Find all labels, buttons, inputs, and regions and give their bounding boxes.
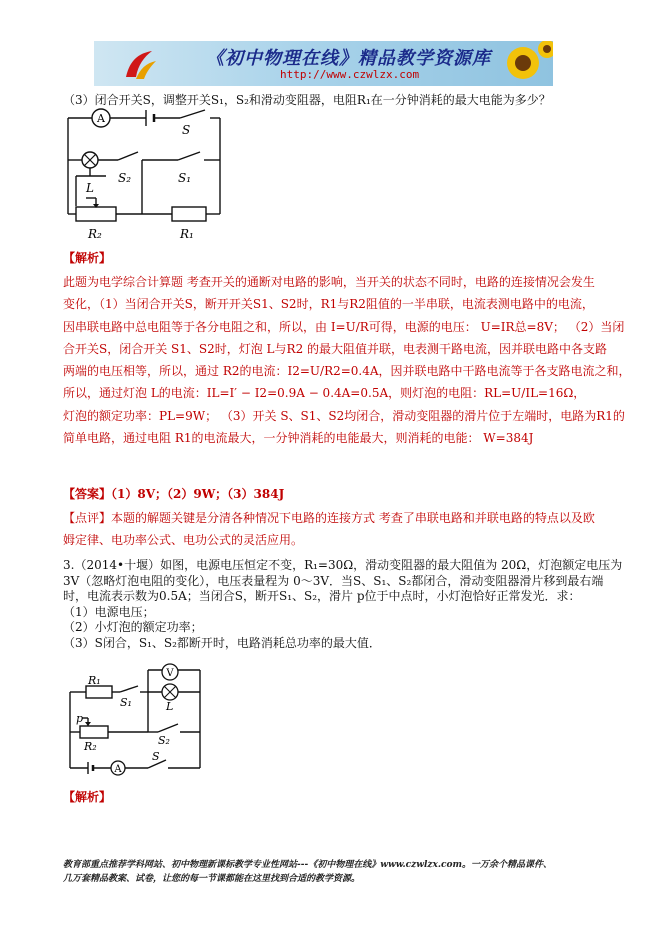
answer-line: 【答案】（1）8V；（2）9W；（3）384J [63,487,285,501]
label-r2: R₂ [88,227,102,241]
svg-text:V: V [166,668,174,679]
svg-text:A: A [114,764,122,775]
question-3-text: 3.（2014•十堰）如图，电源电压恒定不变，R₁=30Ω，滑动变阻器的最大阻值为 20Ω，灯泡额定电压为 3V（忽略灯泡电阻的变化），电压表量程为 0～3V．当S、S₁、S₂都闭合，滑动变阻器滑片移到最右端 时，电流表示数为0.5A；当闭合S，断开S₁、S₂，滑片 p位于中点时，小灯泡恰好正常发光．求： （1）电源电压； （2）小灯泡的额定功率； （3）S闭合，S₁、S₂都断开时，电路消耗总功率的最大值． [63,558,623,650]
analysis-label-2: 【解析】 [63,790,112,804]
previous-question-text: （3）闭合开关S，调整开关S₁，S₂和滑动变阻器，电阻R₁在一分钟消耗的最大电能为多少？ [63,93,551,107]
header-banner [94,41,553,86]
comment-paragraph: 【点评】本题的解题关键是分清各种情况下电路的连接方式 考查了串联电路和并联电路的特点以及欧 姆定律、电功率公式、电功公式的灵活应用。 [63,511,595,548]
label-s: S [182,123,191,137]
banner-title: 《初中物理在线》精品教学资源库 [206,48,491,69]
label-r2: R₂ [84,740,97,753]
circuit-diagram-1 [60,106,230,246]
label-s2: S₂ [118,171,132,185]
label-r1: R₁ [180,227,194,241]
label-r1: R₁ [88,674,101,687]
label-s: S [152,750,160,763]
analysis-paragraph: 此题为电学综合计算题 考查开关的通断对电路的影响，当开关的状态不同时，电路的连接情况会发生 变化，（1）当闭合开关S，断开开关S1、S2时，R1与R2阻值的一半串联，电流表测电路中的电流， 因串联电路中总电阻等于各分电阻之和，所以，由 I=U/R可得，电源的电压： U=IR总=8V； （2）当闭 合开关S，闭合开关 S1、S2时，灯泡 L与R2 的最大阻值并联，电表测干路电流，因并联电路中各支路 两端的电压相等，所以，通过 R2的电流：I2=U/R2=0.4A，因并联电路中干路电流等于各支路电流之和， 所以，通过灯泡 L的电流：IL=I′ − I2=0.9A − 0.4A=0.5A，则灯泡的电阻：RL=U/IL=16Ω， 灯泡的额定功率：PL=9W； （3）开关 S、S1、S2均闭合，滑动变阻器的滑片位于左端时，电路为R1的 简单电路，通过电阻 R1的电流最大，一分钟消耗的电能最大，则消耗的电能： W=384J [63,275,631,446]
analysis-label: 【解析】 [63,251,112,265]
label-s1: S₁ [178,171,192,185]
svg-text:A: A [97,112,105,125]
banner-url[interactable]: http://www.czwlzx.com [280,68,420,81]
circuit-diagram-2 [62,660,212,778]
label-p: p [76,712,84,725]
page-footer: 教育部重点推荐学科网站、初中物理新课标教学专业性网站---《初中物理在线》www.czwlzx.com。一万余个精品课件、 几万套精品教案、试卷，让您的每一节课都能在这里找到合适的教学资源。 [63,860,553,884]
label-l: L [166,700,174,713]
label-s1: S₁ [120,696,132,709]
site-logo-icon [122,49,158,81]
sunflower-icon [483,41,553,86]
label-s2: S₂ [158,734,170,747]
label-l: L [86,181,94,195]
